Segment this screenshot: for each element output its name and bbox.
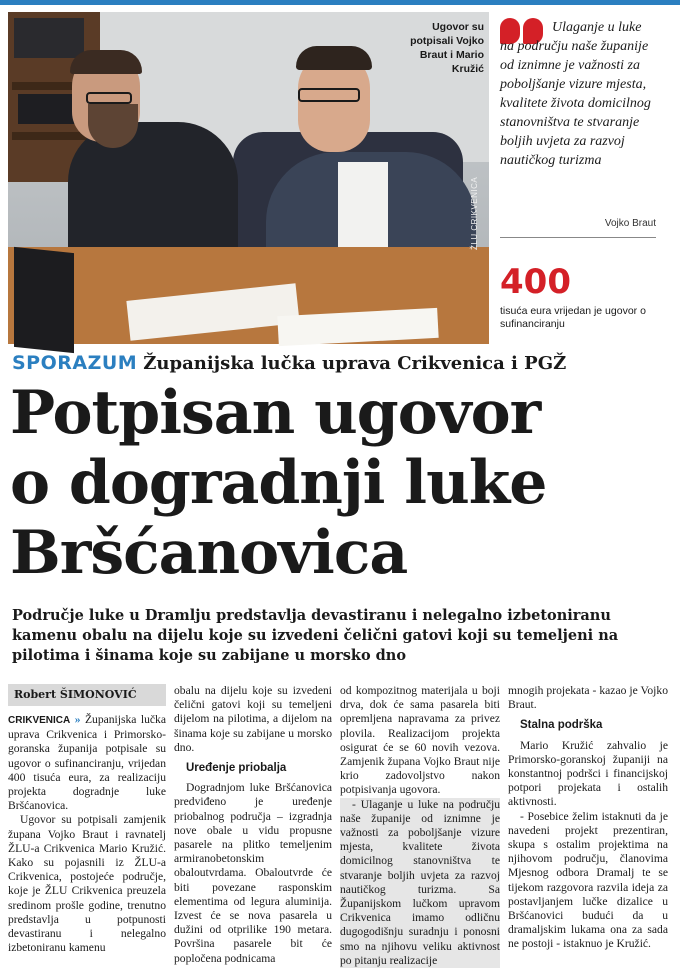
kicker-tag: SPORAZUM: [12, 352, 138, 374]
highlighted-quote-paragraph: - Ulaganje u luke na području naše županije od iznimne je važnosti za poboljšanje vizure mjesta, kvalitete života domicilnog stanovništva te stvaranje boljih uvjeta za razvoj nautičkog turizma. Sa Županijskom lučkom upravom Crikvenica imamo odličnu dugogodišnju suradnju i ponosni smo na njihovu veliku aktivnost po pitanju realizacije: [340, 797, 500, 967]
paragraph: Dogradnjom luke Bršćanovica predviđeno je uređenje priobalnog područja – izgradnja nove obale u vidu propusne pasarele na plitko temeljenim armiranobetonskim obaloutvrdama. Obaloutvrde će biti povezane rasponskim elementima od legura aluminija. Izvest će se nova pasarela u dužini od otprilike 190 metara. Površina pasarele bit će popločena podnicama: [174, 781, 332, 965]
pull-quote: Ulaganje u luke na području naše županije od iznimne je važnosti za poboljšanje vizure mjesta, kvalitete života domicilnog stanovništva te stvaranje boljih uvjeta za razvoj nautičkog turizma: [500, 20, 651, 168]
subheading: Stalna podrška: [520, 719, 603, 732]
top-accent-bar: [0, 0, 680, 5]
headline-line: Potpisan ugovor: [10, 378, 541, 448]
highlight-number: 400: [500, 262, 571, 302]
headline: [10, 378, 670, 588]
photo-credit: ŽLU CRIKVENICA: [470, 176, 479, 250]
dateline: CRIKVENICA: [8, 715, 71, 726]
lead-paragraph: Područje luke u Dramlju predstavlja devastiranu i nelegalno izbetoniranu kamenu obalu na dijelu koje su izvedeni čelični gatovi koji su temeljeni na pilotima i šinama koje su zabijane u morsko dno: [12, 607, 619, 664]
paragraph: - Posebice želim istaknuti da je navedeni projekt prezentiran, skupa s ostalim projektima na njihovom području, članovima Mjesnog odbora Dramalj te se tijekom razgovora razvila ideja za postavljanjem lučke dizalice u Bršćanovici budući da u dramaljskim lukama ona za sada ne postoji - istaknuo je Kružić.: [508, 809, 668, 951]
highlight-number-caption: tisuća eura vrijedan je ugovor o sufinanciranju: [500, 305, 646, 330]
paragraph: obalu na dijelu koje su izvedeni čelični gatovi koji su temeljeni dijelom na pilotima, a dijelom na šinama koje su zabijane u morsko dno.: [174, 684, 332, 754]
headline-line: Bršćanovica: [10, 518, 408, 588]
photo-caption: Ugovor su potpisali Vojko Braut i Mario Kružić: [410, 21, 484, 75]
kicker-text: Županijska lučka uprava Crikvenica i PGŽ: [143, 353, 567, 374]
paragraph: od kompozitnog materijala u boji drva, dok će sama pasarela biti opremljena napravama za privez plovila. Realizacijom projekta osigurat će se 60 novih vezova. Zamjenik župana Vojko Braut nije krio zadovoljstvo nakon potpisivanja ugovora.: [340, 684, 500, 797]
arrow-icon: »: [74, 713, 81, 726]
byline: Robert ŠIMONOVIĆ: [8, 684, 166, 706]
paragraph: Mario Kružić zahvalio je Primorsko-goranskoj županiji na konstantnoj podršci i financijskoj potpori projekata i ostalih aktivnosti.: [508, 738, 668, 809]
paragraph: mnogih projekata - kazao je Vojko Braut.: [508, 684, 668, 712]
paragraph: CRIKVENICA » Županijska lučka uprava Crikvenica i Primorsko-goranska županija potpisale su ugovor o sufinanciranju, vrijedan 400 tisuća eura, za realizaciju projekta dogradnje luke Bršćanovica.: [8, 713, 166, 813]
article-column-2: [174, 684, 332, 966]
quote-author: Vojko Braut: [604, 218, 656, 229]
kicker: [12, 350, 566, 377]
article-column-4: [508, 684, 668, 952]
sidebar-divider: [500, 237, 656, 238]
article-column-3: [340, 684, 500, 968]
subheading: Uređenje priobalja: [186, 762, 287, 775]
headline-line: o dogradnji luke: [10, 448, 547, 518]
photo-monitor: [14, 247, 74, 353]
article-column-1: [8, 713, 166, 955]
paragraph: Ugovor su potpisali zamjenik župana Vojko Braut i ravnatelj ŽLU-a Crikvenica Mario Kružić. Kako su pojasnili iz ŽLU-a Crikvenica, postojeće područje, koje je ŽLU Crikvenica preuzela sredinom prošle godine, trenutno predstavlja u potpunosti devastiranu i nelegalno izbetoniranu kamenu: [8, 813, 166, 955]
